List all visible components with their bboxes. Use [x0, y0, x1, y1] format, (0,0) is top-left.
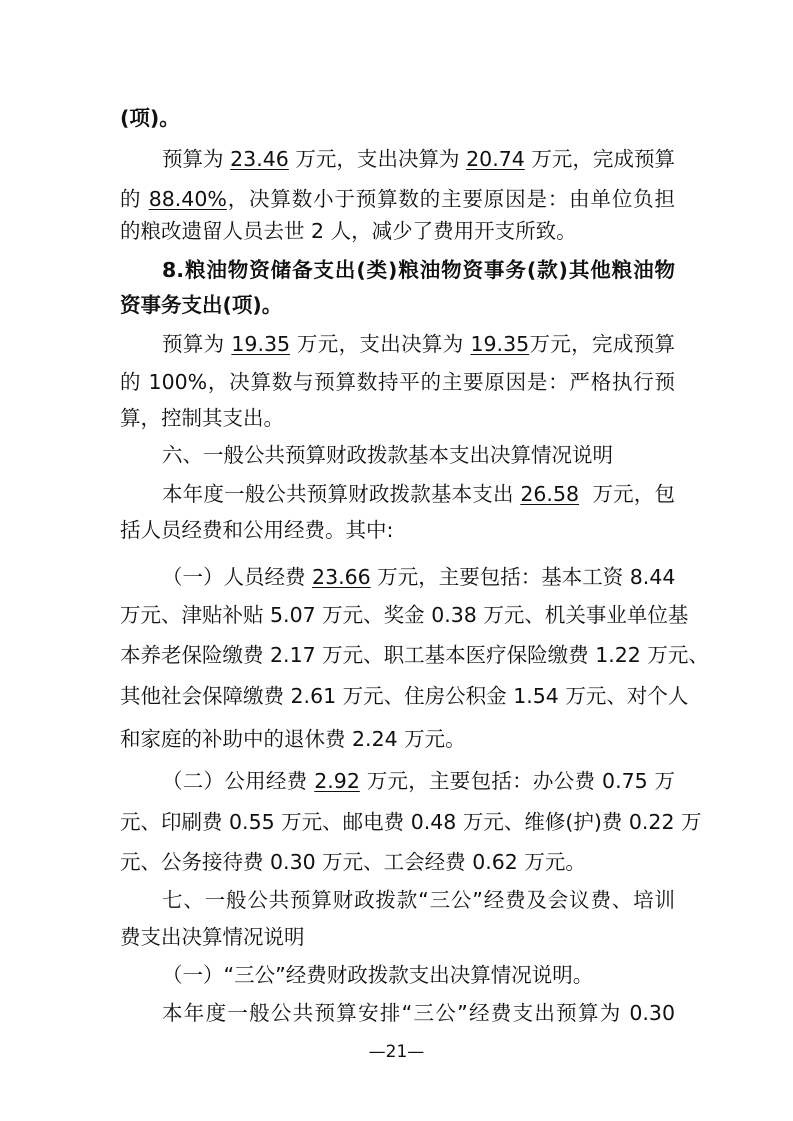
final-value: 20.74 — [466, 147, 525, 171]
paragraph-line: 和家庭的补助中的退休费 2.24 万元。 — [120, 727, 466, 751]
subsection-heading: （一）“三公”经费财政拨款支出决算情况说明。 — [162, 963, 594, 987]
section-heading: 七、一般公共预算财政拨款“三公”经费及会议费、培训 — [162, 888, 675, 912]
paragraph-line: 本养老保险缴费 2.17 万元、职工基本医疗保险缴费 1.22 万元、 — [120, 643, 709, 667]
section-heading: 资事务支出(项)。 — [120, 293, 283, 317]
paragraph-line: （一）人员经费 23.66 万元，主要包括：基本工资 8.44 — [162, 565, 676, 589]
budget-value: 19.35 — [231, 332, 291, 356]
section-heading: 费支出决算情况说明 — [120, 925, 305, 949]
paragraph-line: 算，控制其支出。 — [120, 406, 284, 430]
paragraph-line: 的粮改遗留人员去世 2 人，减少了费用开支所致。 — [120, 219, 577, 243]
paragraph-line: 万元、津贴补贴 5.07 万元、奖金 0.38 万元、机关事业单位基 — [120, 603, 689, 627]
paragraph-line: 本年度一般公共预算安排“三公”经费支出预算为 0.30 — [162, 1001, 675, 1025]
paragraph-line: 预算为 19.35 万元，支出决算为 19.35万元，完成预算 — [162, 332, 675, 356]
paragraph-line: （二）公用经费 2.92 万元，主要包括：办公费 0.75 万 — [162, 769, 675, 793]
paragraph-line: 的 100%，决算数与预算数持平的主要原因是：严格执行预 — [120, 370, 675, 394]
paragraph-line: 元、印刷费 0.55 万元、邮电费 0.48 万元、维修(护)费 0.22 万 — [120, 810, 702, 834]
paragraph-line: 其他社会保障缴费 2.61 万元、住房公积金 1.54 万元、对个人 — [120, 684, 689, 708]
budget-value: 23.46 — [230, 147, 289, 171]
item-title-tail: (项)。 — [120, 106, 180, 130]
public-expense-value: 2.92 — [314, 769, 360, 793]
section-heading: 六、一般公共预算财政拨款基本支出决算情况说明 — [162, 443, 613, 467]
personnel-expense-value: 23.66 — [312, 565, 371, 589]
page-number: —21— — [368, 1042, 425, 1062]
section-heading: 8.粮油物资储备支出(类)粮油物资事务(款)其他粮油物 — [162, 258, 675, 282]
paragraph-line: 括人员经费和公用经费。其中: — [120, 518, 394, 542]
paragraph-line: 本年度一般公共预算财政拨款基本支出 26.58 万元，包 — [162, 482, 675, 506]
paragraph-line: 元、公务接待费 0.30 万元、工会经费 0.62 万元。 — [120, 850, 586, 874]
basic-expense-value: 26.58 — [520, 482, 580, 506]
paragraph-line: 的 88.40%，决算数小于预算数的主要原因是：由单位负担 — [120, 187, 675, 211]
paragraph-line: 预算为 23.46 万元，支出决算为 20.74 万元，完成预算 — [162, 147, 675, 171]
completion-rate: 88.40% — [148, 187, 227, 211]
final-value: 19.35 — [470, 332, 530, 356]
